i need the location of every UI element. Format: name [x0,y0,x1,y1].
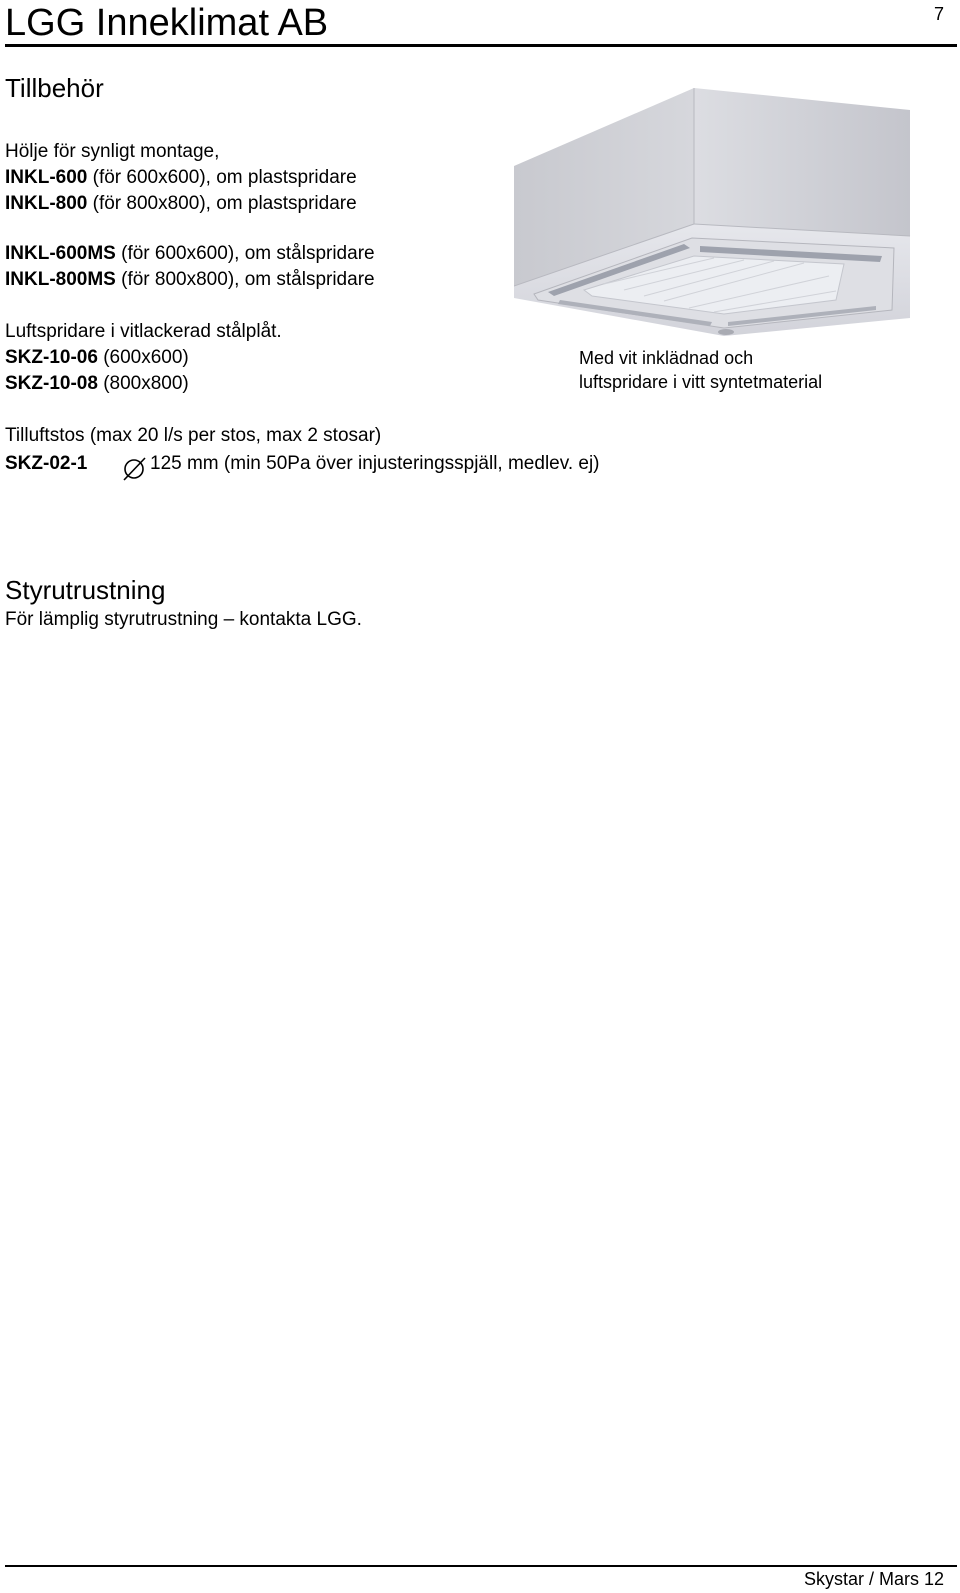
diffuser-intro: Luftspridare i vitlackerad stålplåt. [5,321,282,342]
housing-item-inkl-800 [5,192,357,216]
image-caption-line-1: Med vit inklädnad och [579,348,754,368]
product-description: (för 600x600), om plastspridare [87,167,357,188]
footer-text: Skystar / Mars 12 [803,1569,944,1589]
product-description: (800x800) [97,373,189,394]
controls-text: För lämplig styrutrustning – kontakta LGG. [5,609,362,630]
product-code: SKZ-10-08 [5,373,98,394]
product-code: INKL-800MS [5,269,116,290]
page-number: 7 [933,4,944,24]
product-description: (600x600) [97,347,189,368]
diffuser-item-skz-10-06 [5,346,189,370]
cassette-housing-image [514,86,912,342]
supply-item-skz-02-1 [5,452,87,476]
housing-item-inkl-600 [5,166,357,190]
diameter-symbol-icon [120,454,148,482]
product-code: INKL-800 [5,193,88,214]
product-code: SKZ-02-1 [5,453,88,474]
diffuser-item-skz-10-08 [5,372,189,396]
page-title: LGG Inneklimat AB [5,2,329,44]
image-caption-line-2: luftspridare i vitt syntetmaterial [579,372,823,392]
product-description: (för 800x800), om plastspridare [87,193,357,214]
product-code: INKL-600 [5,167,88,188]
product-description: (för 800x800), om stålspridare [115,269,375,290]
product-code: INKL-600MS [5,243,116,264]
accessories-heading: Tillbehör [5,73,104,103]
housing-item-inkl-800ms [5,268,375,292]
footer-rule [5,1565,957,1567]
product-code: SKZ-10-06 [5,347,98,368]
supply-description: 125 mm (min 50Pa över injusteringsspjäll, medlev. ej) [150,453,600,474]
header-rule [5,44,957,47]
controls-heading: Styrutrustning [5,575,166,605]
supply-intro: Tilluftstos (max 20 l/s per stos, max 2 stosar) [5,425,382,446]
housing-intro: Hölje för synligt montage, [5,141,220,162]
product-description: (för 600x600), om stålspridare [115,243,375,264]
housing-item-inkl-600ms [5,242,375,266]
